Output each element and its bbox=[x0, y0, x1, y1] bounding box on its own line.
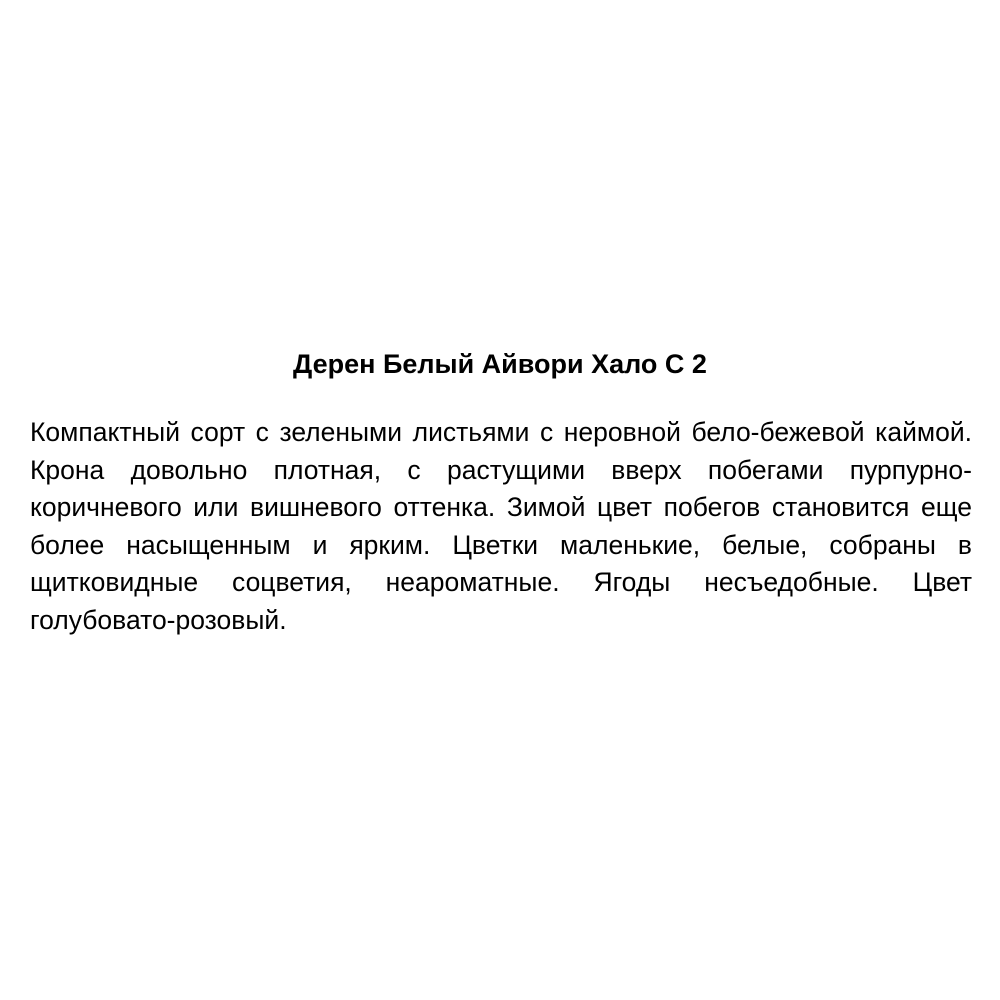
product-description: Компактный сорт с зелеными листьями с неровной бело-бежевой каймой. Крона довольно плотная, с растущими вверх побегами пурпурно-коричневого или вишневого оттенка. Зимой цвет побегов становится еще более насыщенным и ярким. Цветки маленькие, белые, собраны в щитковидные соцветия, неароматные. Ягоды несъедобные. Цвет голубовато-розовый. bbox=[30, 417, 972, 635]
product-title: Дерен Белый Айвори Хало С 2 bbox=[293, 349, 707, 379]
